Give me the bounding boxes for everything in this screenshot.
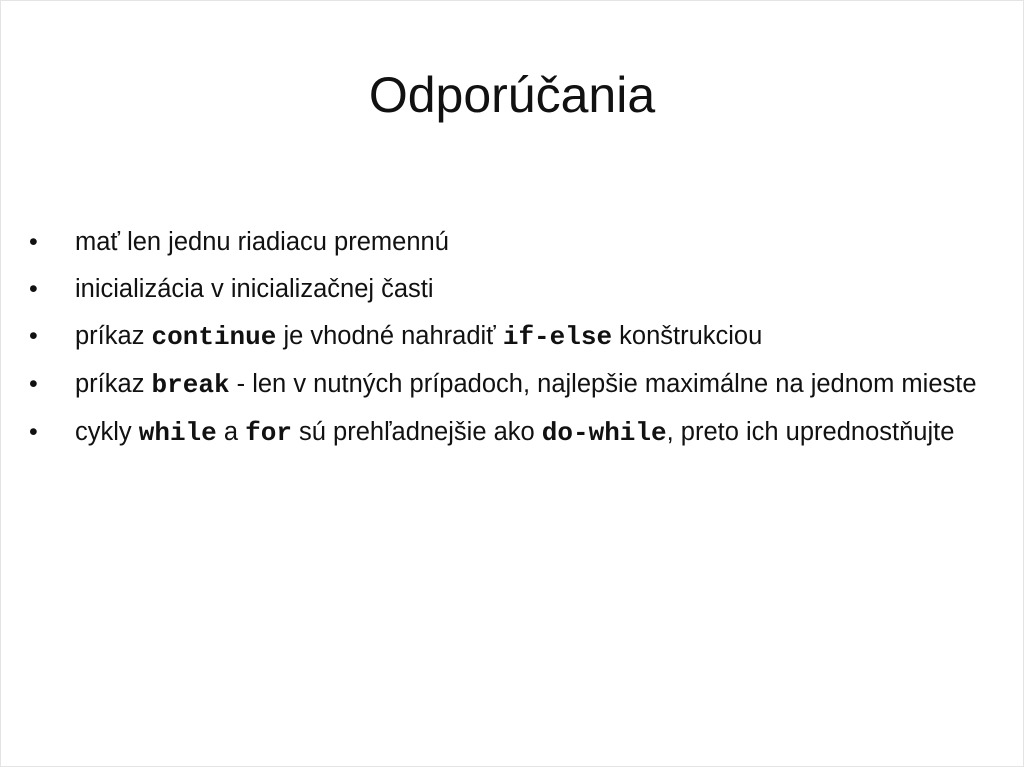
bullet-text: konštrukciou — [612, 322, 763, 350]
bullet-text: príkaz — [75, 370, 152, 398]
code-keyword: continue — [151, 322, 277, 352]
bullet-item — [29, 270, 989, 308]
bullet-item — [29, 365, 989, 404]
bullet-text: príkaz — [75, 322, 152, 350]
bullet-item — [29, 413, 989, 452]
bullet-dot-icon: • — [29, 322, 38, 350]
bullet-item — [29, 223, 989, 261]
bullet-list — [29, 223, 989, 461]
bullet-dot-icon: • — [29, 418, 38, 446]
bullet-text: je vhodné nahradiť — [276, 322, 503, 350]
code-keyword: break — [151, 370, 230, 400]
bullet-dot-icon: • — [29, 228, 38, 256]
bullet-text: , preto ich uprednostňujte — [666, 418, 955, 446]
code-keyword: do-while — [541, 418, 667, 448]
bullet-text: inicializácia v inicializačnej časti — [75, 275, 434, 303]
bullet-text: mať len jednu riadiacu premennú — [75, 228, 449, 256]
code-keyword: if-else — [502, 322, 613, 352]
code-keyword: for — [245, 418, 292, 448]
bullet-text: a — [216, 418, 246, 446]
slide-title: Odporúčania — [368, 67, 656, 123]
code-keyword: while — [138, 418, 217, 448]
bullet-dot-icon: • — [29, 275, 38, 303]
bullet-text: sú prehľadnejšie ako — [291, 418, 542, 446]
bullet-item — [29, 317, 989, 356]
bullet-text: - len v nutných prípadoch, najlepšie maximálne na jednom mieste — [229, 370, 977, 398]
bullet-text: cykly — [75, 418, 139, 446]
bullet-dot-icon: • — [29, 370, 38, 398]
